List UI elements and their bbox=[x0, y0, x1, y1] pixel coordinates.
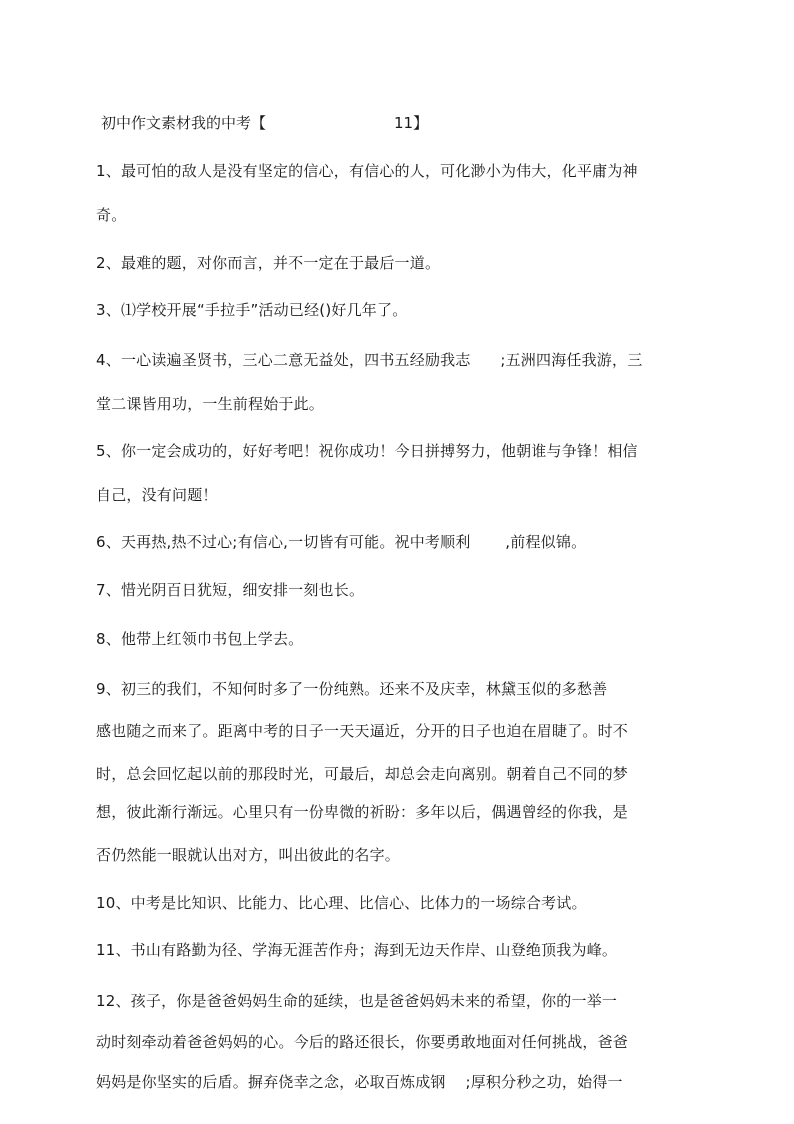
text-line: 堂二课皆用功，一生前程始于此。 bbox=[96, 395, 325, 413]
text-line: 6、天再热,热不过心;有信心,一切皆有可能。祝中考顺利 ,前程似锦。 bbox=[96, 533, 587, 551]
text-line: 5、你一定会成功的，好好考吧！祝你成功！今日拼搏努力，他朝谁与争锋！相信 bbox=[96, 442, 638, 460]
text-line: 妈妈是你坚实的后盾。摒弃侥幸之念，必取百炼成钢 ;厚积分秒之功，始得一 bbox=[96, 1073, 623, 1091]
text-line: 自己，没有问题！ bbox=[96, 486, 218, 504]
text-line: 7、惜光阴百日犹短，细安排一刻也长。 bbox=[96, 581, 365, 599]
text-line: 10、中考是比知识、比能力、比心理、比信心、比体力的一场综合考试。 bbox=[96, 894, 587, 912]
text-line: 时，总会回忆起以前的那段时光，可最后，却总会走向离别。朝着自己不同的梦 bbox=[96, 765, 629, 783]
text-line: 否仍然能一眼就认出对方，叫出彼此的名字。 bbox=[96, 846, 401, 864]
title-number: 11】 bbox=[394, 114, 429, 132]
text-line: 奇。 bbox=[96, 206, 127, 224]
text-line: 动时刻牵动着爸爸妈妈的心。今后的路还很长，你要勇敢地面对任何挑战，爸爸 bbox=[96, 1033, 629, 1051]
title-text: 初中作文素材我的中考【 bbox=[101, 114, 267, 132]
document-title bbox=[101, 112, 429, 134]
text-line: 3、⑴学校开展“手拉手”活动已经()好几年了。 bbox=[96, 301, 408, 319]
text-line: 2、最难的题，对你而言，并不一定在于最后一道。 bbox=[96, 254, 441, 272]
text-line: 12、孩子，你是爸爸妈妈生命的延续，也是爸爸妈妈未来的希望，你的一举一 bbox=[96, 992, 618, 1010]
text-line: 4、一心读遍圣贤书，三心二意无益处，四书五经励我志 ;五洲四海任我游，三 bbox=[96, 351, 643, 369]
text-line: 9、初三的我们，不知何时多了一份纯熟。还来不及庆幸，林黛玉似的多愁善 bbox=[96, 680, 608, 698]
text-line: 1、最可怕的敌人是没有坚定的信心，有信心的人，可化渺小为伟大，化平庸为神 bbox=[96, 162, 638, 180]
text-line: 8、他带上红领巾书包上学去。 bbox=[96, 630, 304, 648]
text-line: 11、书山有路勤为径、学海无涯苦作舟；海到无边天作岸、山登绝顶我为峰。 bbox=[96, 941, 618, 959]
text-line: 想，彼此渐行渐远。心里只有一份卑微的祈盼：多年以后，偶遇曾经的你我，是 bbox=[96, 803, 629, 821]
text-line: 感也随之而来了。距离中考的日子一天天逼近，分开的日子也迫在眉睫了。时不 bbox=[96, 722, 629, 740]
